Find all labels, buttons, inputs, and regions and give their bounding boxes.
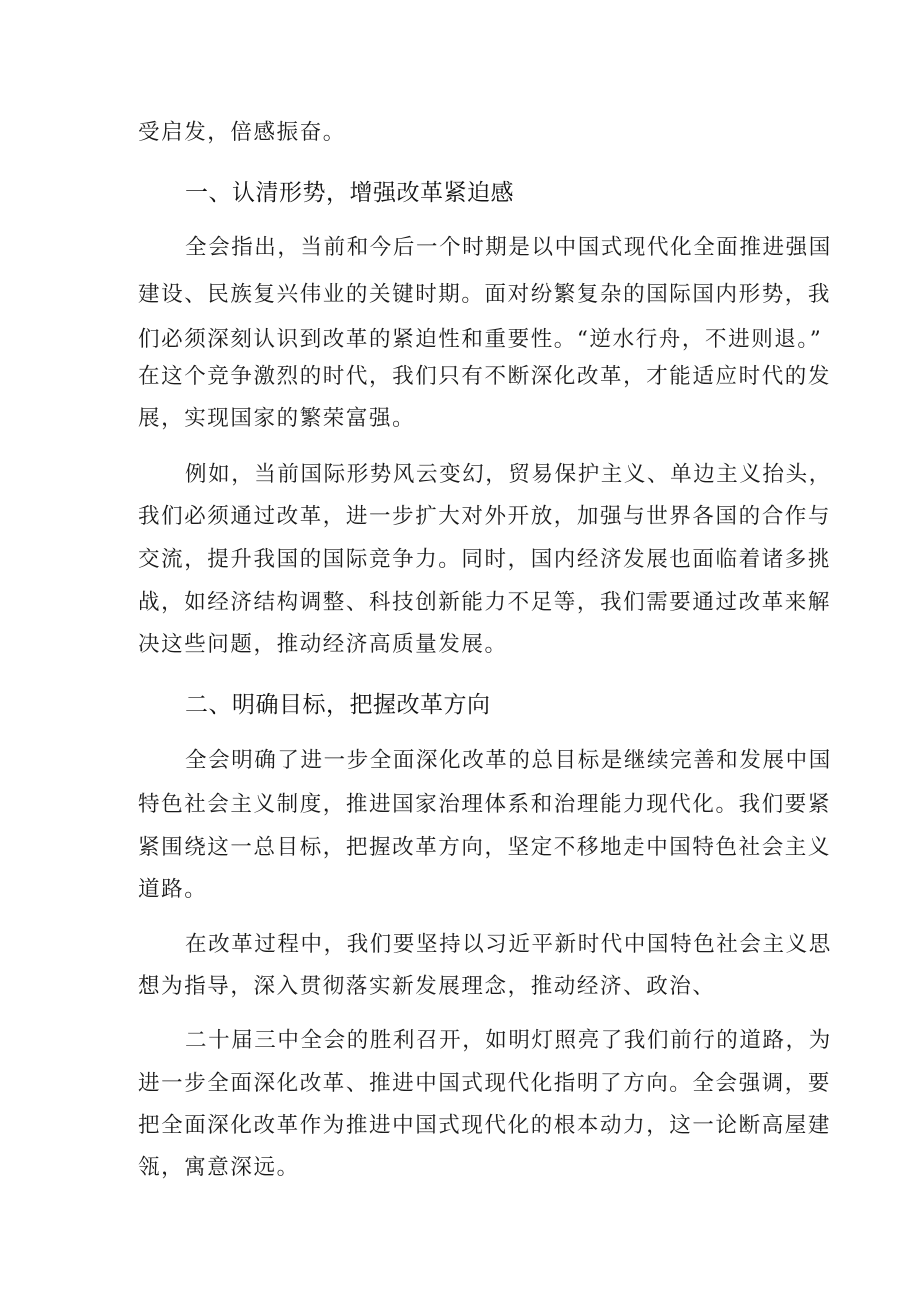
text-line: 交流，提升我国的国际竞争力。同时，国内经济发展也面临着诸多挑 xyxy=(138,547,832,572)
text-line: 道路。 xyxy=(138,877,208,902)
text-line: 建设、民族复兴伟业的关键时期。面对纷繁复杂的国际国内形势，我 xyxy=(138,282,832,307)
text-line: 全会指出，当前和今后一个时期是以中国式现代化全面推进强国 xyxy=(185,235,832,260)
text-line: 战，如经济结构调整、科技创新能力不足等，我们需要通过改革来解 xyxy=(138,590,832,615)
text-line: 展，实现国家的繁荣富强。 xyxy=(138,406,416,431)
text-line: 把全面深化改革作为推进中国式现代化的根本动力，这一论断高屋建 xyxy=(138,1113,832,1138)
text-line: 进一步全面深化改革、推进中国式现代化指明了方向。全会强调，要 xyxy=(138,1071,832,1096)
section-heading-2: 二、明确目标，把握改革方向 xyxy=(185,692,491,718)
text-line: 我们必须通过改革，进一步扩大对外开放，加强与世界各国的合作与 xyxy=(138,504,832,529)
text-line: 在这个竞争激烈的时代，我们只有不断深化改革，才能适应时代的发 xyxy=(138,364,832,389)
text-line: 瓴，寓意深远。 xyxy=(138,1155,300,1180)
paragraph-fragment: 受启发，倍感振奋。 xyxy=(138,120,346,145)
text-line: 二十届三中全会的胜利召开，如明灯照亮了我们前行的道路，为 xyxy=(185,1028,832,1053)
text-line: 特色社会主义制度，推进国家治理体系和治理能力现代化。我们要紧 xyxy=(138,792,832,817)
text-line: 决这些问题，推动经济高质量发展。 xyxy=(138,632,508,657)
section-heading-1: 一、认清形势，增强改革紧迫感 xyxy=(185,180,514,206)
text-line: 例如，当前国际形势风云变幻，贸易保护主义、单边主义抬头， xyxy=(185,462,832,487)
text-line: 全会明确了进一步全面深化改革的总目标是继续完善和发展中国 xyxy=(185,748,832,773)
text-line: 在改革过程中，我们要坚持以习近平新时代中国特色社会主义思 xyxy=(185,932,832,957)
text-line: 紧围绕这一总目标，把握改革方向，坚定不移地走中国特色社会主义 xyxy=(138,835,832,860)
text-line: 们必须深刻认识到改革的紧迫性和重要性。“逆水行舟，不进则退。” xyxy=(138,327,823,352)
text-line: 想为指导，深入贯彻落实新发展理念，推动经济、政治、 xyxy=(138,974,716,999)
